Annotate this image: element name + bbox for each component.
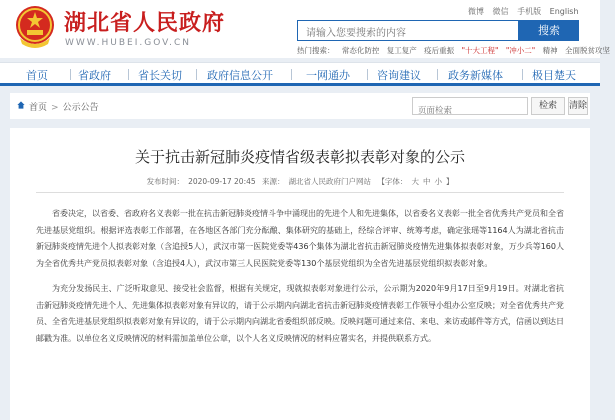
nav-divider bbox=[522, 69, 523, 80]
breadcrumb-separator: > bbox=[51, 103, 59, 113]
site-search-input[interactable] bbox=[298, 24, 518, 43]
home-icon bbox=[17, 101, 25, 109]
source-label: 来源： bbox=[262, 177, 285, 186]
page-clear-button[interactable]: 清除 bbox=[568, 97, 588, 115]
hot-word[interactable]: 疫后重振 bbox=[424, 46, 455, 55]
article-source: 湖北省人民政府门户网站 bbox=[288, 177, 372, 186]
article-paragraph: 省委决定，以省委、省政府名义表彰一批在抗击新冠肺炎疫情斗争中涌现出的先进个人和先进集体，以省委名义表彰一批全省优秀共产党员和全省先进基层党组织。根据评选表彰工作部署，在各地区各部门充分酝酿、集体研究的基础上，经综合评审、统筹考虑，确定张瑶等1164人为湖北省抗击新冠肺炎疫情先进个人拟表彰对象（含追授5人），武汉市第一医院党委等436个集体为湖北省抗击新冠肺炎疫情先进集体拟表彰对象，万少兵等160人为全省优秀共产党员拟表彰对象（含追授4人），武汉市第三人民医院党委等130个基层党组织为全省先进基层党组织拟表彰对象。 bbox=[36, 209, 564, 268]
nav-divider bbox=[437, 69, 438, 80]
breadcrumb-current[interactable]: 公示公告 bbox=[62, 103, 99, 113]
article-paragraph: 为充分发扬民主、广泛听取意见、接受社会监督，根据有关规定，现就拟表彰对象进行公示，公示期为2020年9月17日至9月19日。对湖北省抗击新冠肺炎疫情先进个人、先进集体拟表彰对象有异议的，请于公示期内向湖北省抗击新冠肺炎疫情表彰工作领导小组办公室反映；对全省优秀共产党员、全省先进基层党组织拟表彰对象有异议的，请于公示期内向湖北省委组织部反映。反映问题可通过来信、来电、来访或邮件等方式，信函以到达日邮戳为准。以单位名义反映情况的材料需加盖单位公章，以个人名义反映情况的材料应署实名，并提供联系方式。 bbox=[36, 284, 564, 343]
font-size-medium[interactable]: 中 bbox=[422, 177, 431, 186]
wechat-link[interactable]: 微信 bbox=[492, 7, 509, 16]
nav-one-stop-service[interactable]: 一网通办 bbox=[306, 69, 350, 82]
top-links bbox=[462, 6, 579, 17]
font-size-small[interactable]: 小 bbox=[434, 177, 442, 186]
nav-divider bbox=[128, 69, 129, 80]
english-link[interactable]: English bbox=[549, 7, 579, 16]
hot-search bbox=[297, 45, 615, 56]
hot-word[interactable]: 精神 bbox=[542, 46, 558, 55]
nav-new-media[interactable]: 政务新媒体 bbox=[448, 69, 503, 82]
national-emblem-icon[interactable] bbox=[14, 4, 56, 50]
article-panel bbox=[10, 128, 590, 420]
title-divider bbox=[36, 192, 564, 193]
page-search-input[interactable] bbox=[413, 103, 527, 119]
nav-government-info[interactable]: 政府信息公开 bbox=[207, 69, 273, 82]
mobile-link[interactable]: 手机版 bbox=[517, 7, 542, 16]
hot-word[interactable]: 全面脱贫攻坚 bbox=[565, 46, 611, 55]
font-size-large[interactable]: 大 bbox=[411, 177, 419, 186]
main-nav bbox=[0, 62, 600, 86]
nav-divider bbox=[291, 69, 292, 80]
publish-time: 2020-09-17 20:45 bbox=[188, 177, 256, 186]
nav-divider bbox=[196, 69, 197, 80]
nav-divider bbox=[367, 69, 368, 80]
nav-divider bbox=[70, 69, 71, 80]
breadcrumb-home[interactable]: 首页 bbox=[29, 103, 48, 113]
nav-consultation[interactable]: 咨询建议 bbox=[377, 69, 421, 82]
site-search-button[interactable]: 搜索 bbox=[519, 20, 579, 41]
article-meta bbox=[10, 176, 590, 187]
breadcrumb bbox=[29, 100, 99, 113]
breadcrumb-bar bbox=[10, 93, 590, 119]
hot-word[interactable]: "十大工程" bbox=[461, 46, 499, 55]
page-search-box[interactable] bbox=[412, 97, 528, 115]
nav-governor-concerns[interactable]: 省长关切 bbox=[138, 69, 182, 82]
nav-home[interactable]: 首页 bbox=[26, 69, 48, 82]
site-url: WWW.HUBEI.GOV.CN bbox=[65, 38, 192, 48]
hot-word[interactable]: 常态化防控 bbox=[341, 46, 380, 55]
site-title[interactable]: 湖北省人民政府 bbox=[64, 11, 226, 36]
hot-search-label: 热门搜索： bbox=[297, 46, 335, 55]
nav-provincial-government[interactable]: 省政府 bbox=[78, 69, 111, 82]
hot-word[interactable]: "冲小二" bbox=[505, 46, 536, 55]
site-header bbox=[0, 0, 611, 58]
weibo-link[interactable]: 微博 bbox=[468, 7, 484, 16]
page-search-button[interactable]: 检索 bbox=[531, 97, 565, 115]
hot-word[interactable]: 复工复产 bbox=[386, 46, 417, 55]
article-title: 关于抗击新冠肺炎疫情省级表彰拟表彰对象的公示 bbox=[134, 148, 465, 166]
publish-label: 发布时间： bbox=[146, 177, 185, 186]
font-size-close: 】 bbox=[445, 177, 454, 186]
nav-jimu-chutian[interactable]: 极目楚天 bbox=[532, 69, 576, 82]
font-size-label: 【字体： bbox=[377, 177, 408, 186]
article-body bbox=[36, 206, 564, 356]
site-search-box[interactable] bbox=[297, 20, 519, 41]
